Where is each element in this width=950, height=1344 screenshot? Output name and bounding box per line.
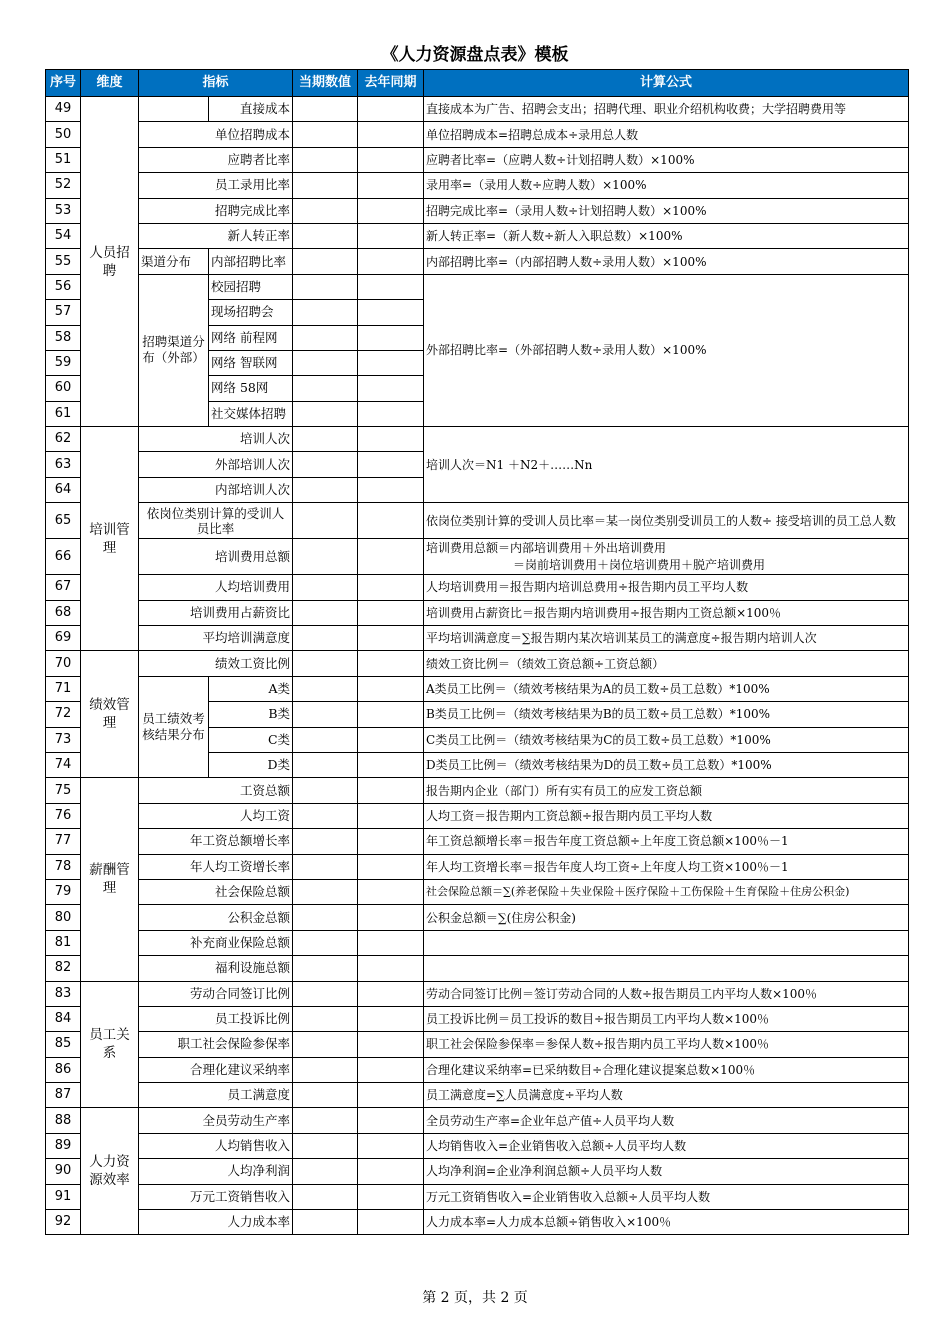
indicator-label: 员工投诉比例 [139,1006,293,1031]
formula-text: 报告期内企业（部门）所有实有员工的应发工资总额 [424,778,909,803]
indicator-label: 培训人次 [139,427,293,452]
current-value-cell[interactable] [293,401,358,426]
row-seq: 88 [46,1108,81,1133]
row-seq: 63 [46,452,81,477]
current-value-cell[interactable] [293,1083,358,1108]
current-value-cell[interactable] [293,879,358,904]
row-seq: 53 [46,198,81,223]
dimension-efficiency: 人力资源效率 [81,1108,139,1235]
indicator-label: 依岗位类别计算的受训人员比率 [139,503,293,539]
current-value-cell[interactable] [293,274,358,299]
prev-value-cell[interactable] [358,930,424,955]
table-row [46,956,909,981]
table-row [46,1032,909,1057]
prev-value-cell[interactable] [358,300,424,325]
prev-value-cell[interactable] [358,376,424,401]
row-seq: 61 [46,401,81,426]
prev-value-cell[interactable] [358,427,424,452]
formula-text: 社会保险总额＝∑(养老保险＋失业保险＋医疗保险＋工伤保险＋生育保险＋住房公积金) [424,879,909,904]
current-value-cell[interactable] [293,249,358,274]
prev-value-cell[interactable] [358,956,424,981]
row-seq: 49 [46,97,81,122]
table-row [46,1108,909,1133]
formula-text: 外部招聘比率=（外部招聘人数÷录用人数）×100% [424,274,909,426]
row-seq: 80 [46,905,81,930]
row-seq: 82 [46,956,81,981]
prev-value-cell[interactable] [358,198,424,223]
prev-value-cell[interactable] [358,981,424,1006]
indicator-label: 年工资总额增长率 [139,829,293,854]
indicator-label: 福利设施总额 [139,956,293,981]
table-row [46,249,909,274]
dimension-perf: 绩效管理 [81,651,139,778]
table-row [46,427,909,452]
header-prev: 去年同期 [358,70,424,97]
prev-value-cell[interactable] [358,600,424,625]
formula-cell-empty[interactable] [424,930,909,955]
current-value-cell[interactable] [293,223,358,248]
prev-value-cell[interactable] [358,274,424,299]
prev-value-cell[interactable] [358,147,424,172]
formula-text: 平均培训满意度＝∑报告期内某次培训某员工的满意度÷报告期内培训人次 [424,626,909,651]
formula-text: 人均销售收入=企业销售收入总额÷人员平均人数 [424,1133,909,1158]
page-footer: 第 2 页，共 2 页 [422,1290,528,1306]
row-seq: 52 [46,173,81,198]
indicator-label: 职工社会保险参保率 [139,1032,293,1057]
row-seq: 76 [46,803,81,828]
formula-text: 全员劳动生产率=企业年总产值÷人员平均人数 [424,1108,909,1133]
indicator-label: 培训费用占薪资比 [139,600,293,625]
indicator-label: 工资总额 [139,778,293,803]
current-value-cell[interactable] [293,752,358,777]
formula-text: 应聘者比率=（应聘人数÷计划招聘人数）×100% [424,147,909,172]
current-value-cell[interactable] [293,676,358,701]
prev-value-cell[interactable] [358,879,424,904]
row-seq: 87 [46,1083,81,1108]
prev-value-cell[interactable] [358,1057,424,1082]
current-value-cell[interactable] [293,1210,358,1235]
current-value-cell[interactable] [293,626,358,651]
row-seq: 58 [46,325,81,350]
prev-value-cell[interactable] [358,778,424,803]
current-value-cell[interactable] [293,778,358,803]
formula-text: D类员工比例＝（绩效考核结果为D的员工数÷员工总数）*100% [424,752,909,777]
header-seq: 序号 [46,70,81,97]
row-seq: 78 [46,854,81,879]
sub-category-channel: 渠道分布 [139,249,209,274]
indicator-label: 员工满意度 [139,1083,293,1108]
row-seq: 55 [46,249,81,274]
table-header [46,70,909,97]
indicator-label: 内部培训人次 [139,477,293,502]
row-seq: 50 [46,122,81,147]
formula-text: 培训人次＝N1 ＋N2＋……Nn [424,427,909,503]
prev-value-cell[interactable] [358,905,424,930]
formula-text: 劳动合同签订比例＝签订劳动合同的人数÷报告期员工内平均人数×100％ [424,981,909,1006]
indicator-label: 补充商业保险总额 [139,930,293,955]
row-seq: 73 [46,727,81,752]
indicator-label: 合理化建议采纳率 [139,1057,293,1082]
current-value-cell[interactable] [293,829,358,854]
row-seq: 79 [46,879,81,904]
table-row [46,778,909,803]
header-dim: 维度 [81,70,139,97]
row-seq: 83 [46,981,81,1006]
prev-value-cell[interactable] [358,249,424,274]
current-value-cell[interactable] [293,575,358,600]
current-value-cell[interactable] [293,350,358,375]
sub-category-grade: 员工绩效考核结果分布 [139,676,209,778]
table-row [46,981,909,1006]
indicator-label: 全员劳动生产率 [139,1108,293,1133]
table-row [46,1083,909,1108]
formula-line-2: ＝岗前培训费用＋岗位培训费用＋脱产培训费用 [513,557,766,572]
table-row [46,905,909,930]
table-row [46,223,909,248]
row-seq: 60 [46,376,81,401]
row-seq: 84 [46,1006,81,1031]
row-seq: 81 [46,930,81,955]
header-formula: 计算公式 [424,70,909,97]
table-row [46,122,909,147]
indicator-label: 校园招聘 [209,274,293,299]
row-seq: 51 [46,147,81,172]
prev-value-cell[interactable] [358,223,424,248]
indicator-label: 单位招聘成本 [139,122,293,147]
row-seq: 62 [46,427,81,452]
current-value-cell[interactable] [293,803,358,828]
header-current: 当期数值 [293,70,358,97]
row-seq: 72 [46,702,81,727]
table-row [46,676,909,701]
formula-text: 职工社会保险参保率＝参保人数÷报告期内员工平均人数×100％ [424,1032,909,1057]
formula-text: 人均净利润=企业净利润总额÷人员平均人数 [424,1159,909,1184]
table-row [46,626,909,651]
table-row [46,1159,909,1184]
formula-text [424,539,909,575]
prev-value-cell[interactable] [358,1032,424,1057]
row-seq: 54 [46,223,81,248]
row-seq: 65 [46,503,81,539]
formula-text: 员工投诉比例＝员工投诉的数目÷报告期员工内平均人数×100％ [424,1006,909,1031]
current-value-cell[interactable] [293,1006,358,1031]
prev-value-cell[interactable] [358,752,424,777]
current-value-cell[interactable] [293,702,358,727]
current-value-cell[interactable] [293,97,358,122]
table-row [46,930,909,955]
current-value-cell[interactable] [293,956,358,981]
table-row [46,651,909,676]
hr-inventory-table [45,69,909,1235]
current-value-cell[interactable] [293,651,358,676]
indicator-label: 社会保险总额 [139,879,293,904]
indicator-label: 公积金总额 [139,905,293,930]
indicator-label: 应聘者比率 [139,147,293,172]
indicator-label: 外部培训人次 [139,452,293,477]
table-row [46,879,909,904]
current-value-cell[interactable] [293,452,358,477]
table-row [46,97,909,122]
prev-value-cell[interactable] [358,829,424,854]
prev-value-cell[interactable] [358,727,424,752]
row-seq: 90 [46,1159,81,1184]
formula-text: 新人转正率=（新人数÷新人入职总数）×100% [424,223,909,248]
indicator-label: 员工录用比率 [139,173,293,198]
formula-text: 依岗位类别计算的受训人员比率＝某一岗位类别受训员工的人数÷ 接受培训的员工总人数 [424,503,909,539]
formula-text: A类员工比例＝（绩效考核结果为A的员工数÷员工总数）*100% [424,676,909,701]
table-row [46,539,909,575]
table-row [46,1133,909,1158]
prev-value-cell[interactable] [358,1133,424,1158]
row-seq: 74 [46,752,81,777]
row-seq: 67 [46,575,81,600]
formula-text: 招聘完成比率=（录用人数÷计划招聘人数）×100% [424,198,909,223]
row-seq: 86 [46,1057,81,1082]
formula-cell-empty[interactable] [424,956,909,981]
indicator-label: D类 [209,752,293,777]
current-value-cell[interactable] [293,173,358,198]
prev-value-cell[interactable] [358,1210,424,1235]
indicator-label: 人均培训费用 [139,575,293,600]
indicator-label: 平均培训满意度 [139,626,293,651]
formula-text: 年工资总额增长率＝报告年度工资总额÷上年度工资总额×100％－1 [424,829,909,854]
indicator-label: 网络 58网 [209,376,293,401]
indicator-label: 新人转正率 [139,223,293,248]
indicator-label: 年人均工资增长率 [139,854,293,879]
current-value-cell[interactable] [293,905,358,930]
row-seq: 56 [46,274,81,299]
dimension-relation: 员工关系 [81,981,139,1108]
prev-value-cell[interactable] [358,401,424,426]
prev-value-cell[interactable] [358,651,424,676]
row-seq: 64 [46,477,81,502]
row-seq: 75 [46,778,81,803]
indicator-label: 招聘完成比率 [139,198,293,223]
row-seq: 85 [46,1032,81,1057]
prev-value-cell[interactable] [358,803,424,828]
indicator-label: 培训费用总额 [139,539,293,575]
current-value-cell[interactable] [293,539,358,575]
current-value-cell[interactable] [293,477,358,502]
current-value-cell[interactable] [293,1108,358,1133]
prev-value-cell[interactable] [358,626,424,651]
indicator-label: 万元工资销售收入 [139,1184,293,1209]
indicator-label: 现场招聘会 [209,300,293,325]
formula-text: 内部招聘比率=（内部招聘人数÷录用人数）×100% [424,249,909,274]
indicator-label: C类 [209,727,293,752]
current-value-cell[interactable] [293,1159,358,1184]
prev-value-cell[interactable] [358,539,424,575]
sub-category-external: 招聘渠道分布（外部） [139,274,209,426]
table-row [46,1006,909,1031]
current-value-cell[interactable] [293,427,358,452]
indicator-label: 网络 前程网 [209,325,293,350]
row-seq: 59 [46,350,81,375]
formula-text: 单位招聘成本=招聘总成本÷录用总人数 [424,122,909,147]
formula-line-1: 培训费用总额＝内部培训费用＋外出培训费用 [426,540,667,555]
indicator-label: 人均销售收入 [139,1133,293,1158]
current-value-cell[interactable] [293,122,358,147]
formula-text: B类员工比例＝（绩效考核结果为B的员工数÷员工总数）*100% [424,702,909,727]
dimension-salary: 薪酬管理 [81,778,139,981]
indicator-label: 劳动合同签订比例 [139,981,293,1006]
indicator-label: 人均工资 [139,803,293,828]
prev-value-cell[interactable] [358,350,424,375]
dimension-train: 培训管理 [81,427,139,651]
current-value-cell[interactable] [293,1184,358,1209]
prev-value-cell[interactable] [358,676,424,701]
formula-text: 万元工资销售收入=企业销售收入总额÷人员平均人数 [424,1184,909,1209]
table-row [46,829,909,854]
current-value-cell[interactable] [293,300,358,325]
indicator-label: 社交媒体招聘 [209,401,293,426]
prev-value-cell[interactable] [358,97,424,122]
formula-text: C类员工比例＝（绩效考核结果为C的员工数÷员工总数）*100% [424,727,909,752]
table-row [46,274,909,299]
header-indicator: 指标 [139,70,293,97]
table-row [46,173,909,198]
table-row [46,600,909,625]
row-seq: 92 [46,1210,81,1235]
table-row [46,503,909,539]
prev-value-cell[interactable] [358,1184,424,1209]
current-value-cell[interactable] [293,503,358,539]
formula-text: 直接成本为广告、招聘会支出；招聘代理、职业介绍机构收费；大学招聘费用等 [424,97,909,122]
formula-text: 员工满意度=∑人员满意度÷平均人数 [424,1083,909,1108]
indicator-label: B类 [209,702,293,727]
prev-value-cell[interactable] [358,503,424,539]
formula-text: 公积金总额＝∑(住房公积金) [424,905,909,930]
prev-value-cell[interactable] [358,122,424,147]
row-seq: 68 [46,600,81,625]
row-seq: 91 [46,1184,81,1209]
prev-value-cell[interactable] [358,1159,424,1184]
formula-text: 培训费用占薪资比＝报告期内培训费用÷报告期内工资总额×100％ [424,600,909,625]
current-value-cell[interactable] [293,854,358,879]
prev-value-cell[interactable] [358,854,424,879]
prev-value-cell[interactable] [358,575,424,600]
current-value-cell[interactable] [293,981,358,1006]
row-seq: 89 [46,1133,81,1158]
table-row [46,575,909,600]
current-value-cell[interactable] [293,600,358,625]
dimension-recruit: 人员招聘 [81,97,139,427]
row-seq: 69 [46,626,81,651]
indicator-label: 人力成本率 [139,1210,293,1235]
indicator-label: 人均净利润 [139,1159,293,1184]
table-row [46,198,909,223]
prev-value-cell[interactable] [358,1083,424,1108]
row-seq: 70 [46,651,81,676]
formula-text: 年人均工资增长率＝报告年度人均工资÷上年度人均工资×100％－1 [424,854,909,879]
table-row [46,854,909,879]
table-row [46,147,909,172]
prev-value-cell[interactable] [358,477,424,502]
formula-text: 合理化建议采纳率=已采纳数目÷合理化建议提案总数×100％ [424,1057,909,1082]
table-row [46,1184,909,1209]
table-row [46,1210,909,1235]
formula-text: 录用率=（录用人数÷应聘人数）×100% [424,173,909,198]
current-value-cell[interactable] [293,376,358,401]
formula-text: 人均工资＝报告期内工资总额÷报告期内员工平均人数 [424,803,909,828]
page-title: 《人力资源盘点表》模板 [381,45,569,65]
indicator-label: 绩效工资比例 [139,651,293,676]
prev-value-cell[interactable] [358,452,424,477]
prev-value-cell[interactable] [358,325,424,350]
current-value-cell[interactable] [293,147,358,172]
indicator-label: 网络 智联网 [209,350,293,375]
current-value-cell[interactable] [293,1032,358,1057]
indicator-label: A类 [209,676,293,701]
formula-text: 人力成本率=人力成本总额÷销售收入×100％ [424,1210,909,1235]
current-value-cell[interactable] [293,198,358,223]
current-value-cell[interactable] [293,325,358,350]
current-value-cell[interactable] [293,1133,358,1158]
current-value-cell[interactable] [293,727,358,752]
table-row [46,1057,909,1082]
prev-value-cell[interactable] [358,1108,424,1133]
row-seq: 57 [46,300,81,325]
formula-text: 人均培训费用＝报告期内培训总费用÷报告期内员工平均人数 [424,575,909,600]
row-seq: 77 [46,829,81,854]
indicator-label: 内部招聘比率 [209,249,293,274]
current-value-cell[interactable] [293,1057,358,1082]
prev-value-cell[interactable] [358,1006,424,1031]
blank-cell [139,97,209,122]
prev-value-cell[interactable] [358,173,424,198]
table-row [46,803,909,828]
prev-value-cell[interactable] [358,702,424,727]
indicator-label: 直接成本 [209,97,293,122]
formula-text: 绩效工资比例＝（绩效工资总额÷工资总额） [424,651,909,676]
row-seq: 71 [46,676,81,701]
row-seq: 66 [46,539,81,575]
current-value-cell[interactable] [293,930,358,955]
